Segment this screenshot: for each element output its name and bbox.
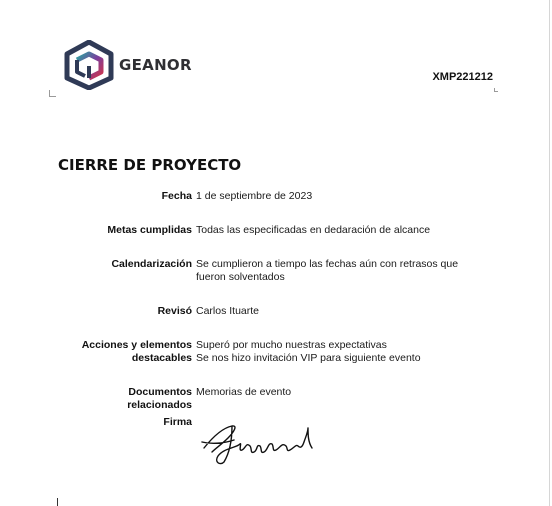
field-label: Revisó <box>157 305 192 317</box>
field-value <box>196 339 520 365</box>
field-calendarizacion <box>60 258 520 284</box>
field-metas <box>60 224 520 237</box>
field-label <box>60 386 196 412</box>
field-label: Calendarización <box>111 258 192 270</box>
field-label: Metas cumplidas <box>107 224 192 236</box>
crop-mark <box>49 90 56 97</box>
field-value: 1 de septiembre de 2023 <box>196 190 313 202</box>
field-fecha <box>60 190 520 203</box>
value-line: Superó por mucho nuestras expectativas <box>196 339 387 351</box>
field-reviso <box>60 305 520 318</box>
document-code: XMP221212 <box>432 71 493 83</box>
field-list <box>60 190 520 450</box>
crop-mark <box>494 88 498 92</box>
field-value: Todas las especificadas en dedaración de alcance <box>196 224 431 236</box>
text-cursor <box>57 498 58 506</box>
company-logo <box>63 40 192 90</box>
label-line: relacionados <box>127 399 192 411</box>
field-acciones <box>60 339 520 365</box>
field-value <box>196 258 520 284</box>
field-label <box>60 339 196 365</box>
signature-image <box>198 418 320 466</box>
label-line: Acciones y elementos <box>81 339 192 351</box>
value-line: Se cumplieron a tiempo las fechas aún con retrasos que <box>196 258 459 270</box>
value-line: fueron solventados <box>196 271 285 283</box>
document-title: CIERRE DE PROYECTO <box>58 156 242 174</box>
label-line: Documentos <box>128 386 192 398</box>
field-label: Fecha <box>161 190 192 202</box>
geanor-logo-icon <box>63 40 115 90</box>
value-line: Se nos hizo invitación VIP para siguiente evento <box>196 352 421 364</box>
field-label: Firma <box>163 416 192 428</box>
label-line: destacables <box>131 352 192 364</box>
field-documentos <box>60 386 520 412</box>
field-value: Carlos Ituarte <box>196 305 260 317</box>
brand-name: GEANOR <box>119 56 192 74</box>
field-value: Memorias de evento <box>196 386 292 398</box>
